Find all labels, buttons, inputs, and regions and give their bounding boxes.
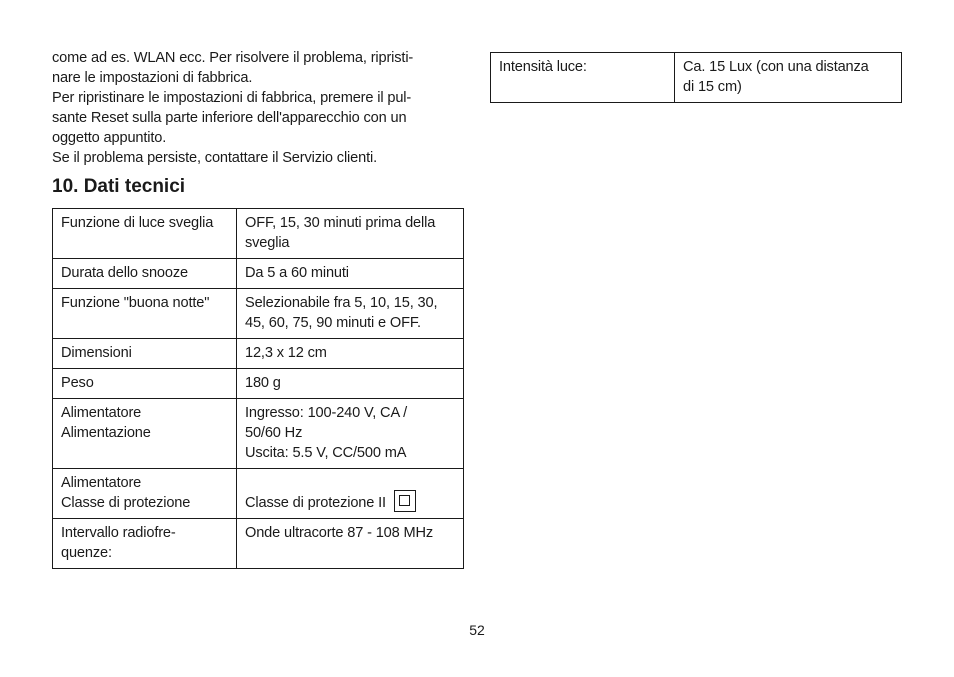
spec-value: Classe di protezione II xyxy=(237,469,464,519)
table-row xyxy=(53,369,464,399)
spec-label: Intervallo radiofre- quenze: xyxy=(53,519,237,569)
spec-label: Alimentatore Alimentazione xyxy=(53,399,237,469)
technical-data-table xyxy=(52,208,464,569)
table-row xyxy=(53,289,464,339)
spec-value: 180 g xyxy=(237,369,464,399)
class-ii-double-square-icon xyxy=(394,490,416,512)
table-row xyxy=(53,209,464,259)
spec-value: Ca. 15 Lux (con una distanza di 15 cm) xyxy=(675,53,902,103)
intro-line: nare le impostazioni di fabbrica. xyxy=(52,70,253,86)
spec-value: Selezionabile fra 5, 10, 15, 30, 45, 60, 75, 90 minuti e OFF. xyxy=(237,289,464,339)
intro-line: Per ripristinare le impostazioni di fabbrica, premere il pul- xyxy=(52,90,412,106)
intro-line: come ad es. WLAN ecc. Per risolvere il problema, ripristi- xyxy=(52,50,414,66)
spec-label: Peso xyxy=(53,369,237,399)
spec-label: Dimensioni xyxy=(53,339,237,369)
table-row xyxy=(53,519,464,569)
spec-label: Alimentatore Classe di protezione xyxy=(53,469,237,519)
table-row xyxy=(53,259,464,289)
intro-line: Se il problema persiste, contattare il Servizio clienti. xyxy=(52,150,377,166)
spec-value: OFF, 15, 30 minuti prima della sveglia xyxy=(237,209,464,259)
spec-value: 12,3 x 12 cm xyxy=(237,339,464,369)
intro-line: sante Reset sulla parte inferiore dell'apparecchio con un xyxy=(52,110,407,126)
spec-label: Durata dello snooze xyxy=(53,259,237,289)
spec-value: Ingresso: 100-240 V, CA / 50/60 Hz Uscita: 5.5 V, CC/500 mA xyxy=(237,399,464,469)
technical-data-table-continued xyxy=(490,52,902,103)
spec-label: Intensità luce: xyxy=(491,53,675,103)
table-row xyxy=(53,399,464,469)
table-row xyxy=(491,53,902,103)
spec-value: Onde ultracorte 87 - 108 MHz xyxy=(237,519,464,569)
table-row xyxy=(53,339,464,369)
intro-line: oggetto appuntito. xyxy=(52,130,167,146)
section-heading: 10. Dati tecnici xyxy=(52,176,186,197)
intro-paragraph xyxy=(52,48,452,168)
spec-label: Funzione di luce sveglia xyxy=(53,209,237,259)
spec-value: Da 5 a 60 minuti xyxy=(237,259,464,289)
table-row xyxy=(53,469,464,519)
page-number: 52 xyxy=(469,622,485,638)
spec-label: Funzione "buona notte" xyxy=(53,289,237,339)
